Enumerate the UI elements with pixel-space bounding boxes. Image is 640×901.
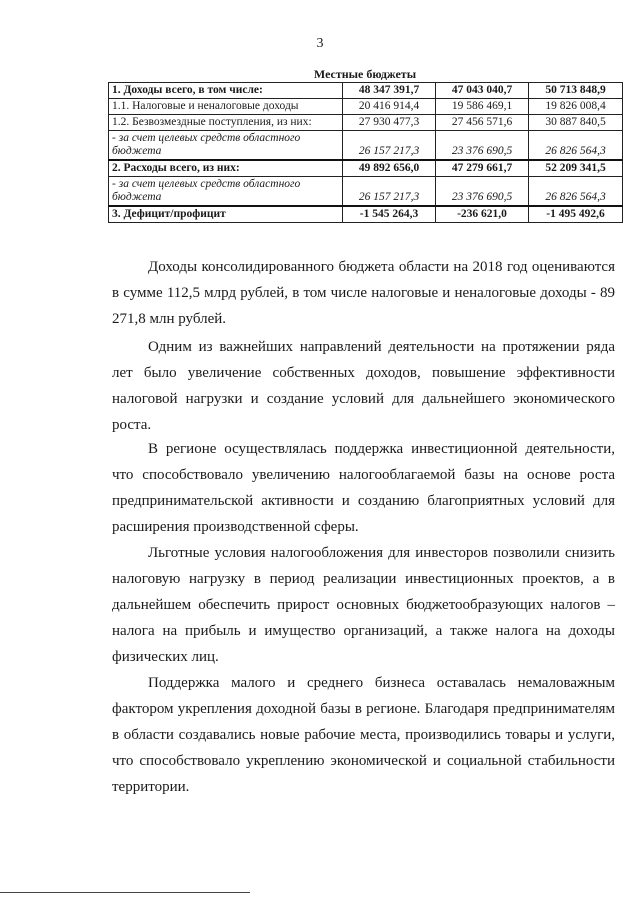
cell-value: 19 826 008,4 — [529, 99, 623, 115]
row-label: 2. Расходы всего, из них: — [109, 160, 343, 177]
cell-value: 52 209 341,5 — [529, 160, 623, 177]
paragraph: Льготные условия налогообложения для инвесторов позволили снизить налоговую нагрузку в период реализации инвестиционных проектов, а в дальнейшем обеспечить прирост основных бюджетообразующих налогов – налога на прибыль и имущество организаций, а также налога на доходы физических лиц. — [112, 545, 615, 665]
row-label: - за счет целевых средств областного бюджета — [109, 131, 343, 161]
paragraph: Доходы консолидированного бюджета области на 2018 год оцениваются в сумме 112,5 млрд рублей, в том числе налоговые и неналоговые доходы - 89 271,8 млн рублей. — [112, 259, 615, 327]
table-row — [109, 177, 623, 207]
cell-value: -1 545 264,3 — [343, 206, 436, 223]
paragraph: Поддержка малого и среднего бизнеса оставалась немаловажным фактором укрепления доходной базы в регионе. Благодаря предпринимателям в области создавались новые рабочие места, производились товары и услуги, что способствовало укреплению экономической и социальной стабильности территории. — [112, 675, 615, 795]
body-text — [112, 436, 615, 540]
body-text — [112, 540, 615, 670]
body-text — [112, 670, 615, 800]
table-row — [109, 206, 623, 223]
cell-value: 47 279 661,7 — [436, 160, 529, 177]
cell-value: 26 826 564,3 — [529, 131, 623, 161]
cell-value: 26 157 217,3 — [343, 131, 436, 161]
cell-value: 20 416 914,4 — [343, 99, 436, 115]
cell-value: 48 347 391,7 — [343, 83, 436, 99]
footer-rule — [0, 892, 250, 893]
table-row — [109, 99, 623, 115]
cell-value: 23 376 690,5 — [436, 131, 529, 161]
cell-value: 27 456 571,6 — [436, 115, 529, 131]
cell-value: 27 930 477,3 — [343, 115, 436, 131]
cell-value: 47 043 040,7 — [436, 83, 529, 99]
table-row — [109, 115, 623, 131]
body-text — [112, 334, 615, 438]
table-caption: Местные бюджеты — [313, 67, 417, 81]
row-label: 1.2. Безвозмездные поступления, из них: — [109, 115, 343, 131]
paragraph: Одним из важнейших направлений деятельности на протяжении ряда лет было увеличение собственных доходов, повышение эффективности налоговой нагрузки и создание условий для дальнейшего экономического роста. — [112, 339, 615, 433]
table-row — [109, 83, 623, 99]
cell-value: 19 586 469,1 — [436, 99, 529, 115]
table-row — [109, 160, 623, 177]
row-label: - за счет целевых средств областного бюджета — [109, 177, 343, 207]
cell-value: -1 495 492,6 — [529, 206, 623, 223]
body-text — [112, 254, 615, 332]
table-row — [109, 131, 623, 161]
cell-value: 50 713 848,9 — [529, 83, 623, 99]
page-number: 3 — [316, 36, 324, 51]
cell-value: 30 887 840,5 — [529, 115, 623, 131]
cell-value: 26 157 217,3 — [343, 177, 436, 207]
row-label: 3. Дефицит/профицит — [109, 206, 343, 223]
cell-value: 49 892 656,0 — [343, 160, 436, 177]
row-label: 1.1. Налоговые и неналоговые доходы — [109, 99, 343, 115]
paragraph: В регионе осуществлялась поддержка инвестиционной деятельности, что способствовало увеличению налогооблагаемой базы на основе роста предпринимательской активности и созданию благоприятных условий для расширения производственной сферы. — [112, 441, 615, 535]
cell-value: 23 376 690,5 — [436, 177, 529, 207]
cell-value: -236 621,0 — [436, 206, 529, 223]
budget-table — [108, 82, 623, 223]
row-label: 1. Доходы всего, в том числе: — [109, 83, 343, 99]
cell-value: 26 826 564,3 — [529, 177, 623, 207]
